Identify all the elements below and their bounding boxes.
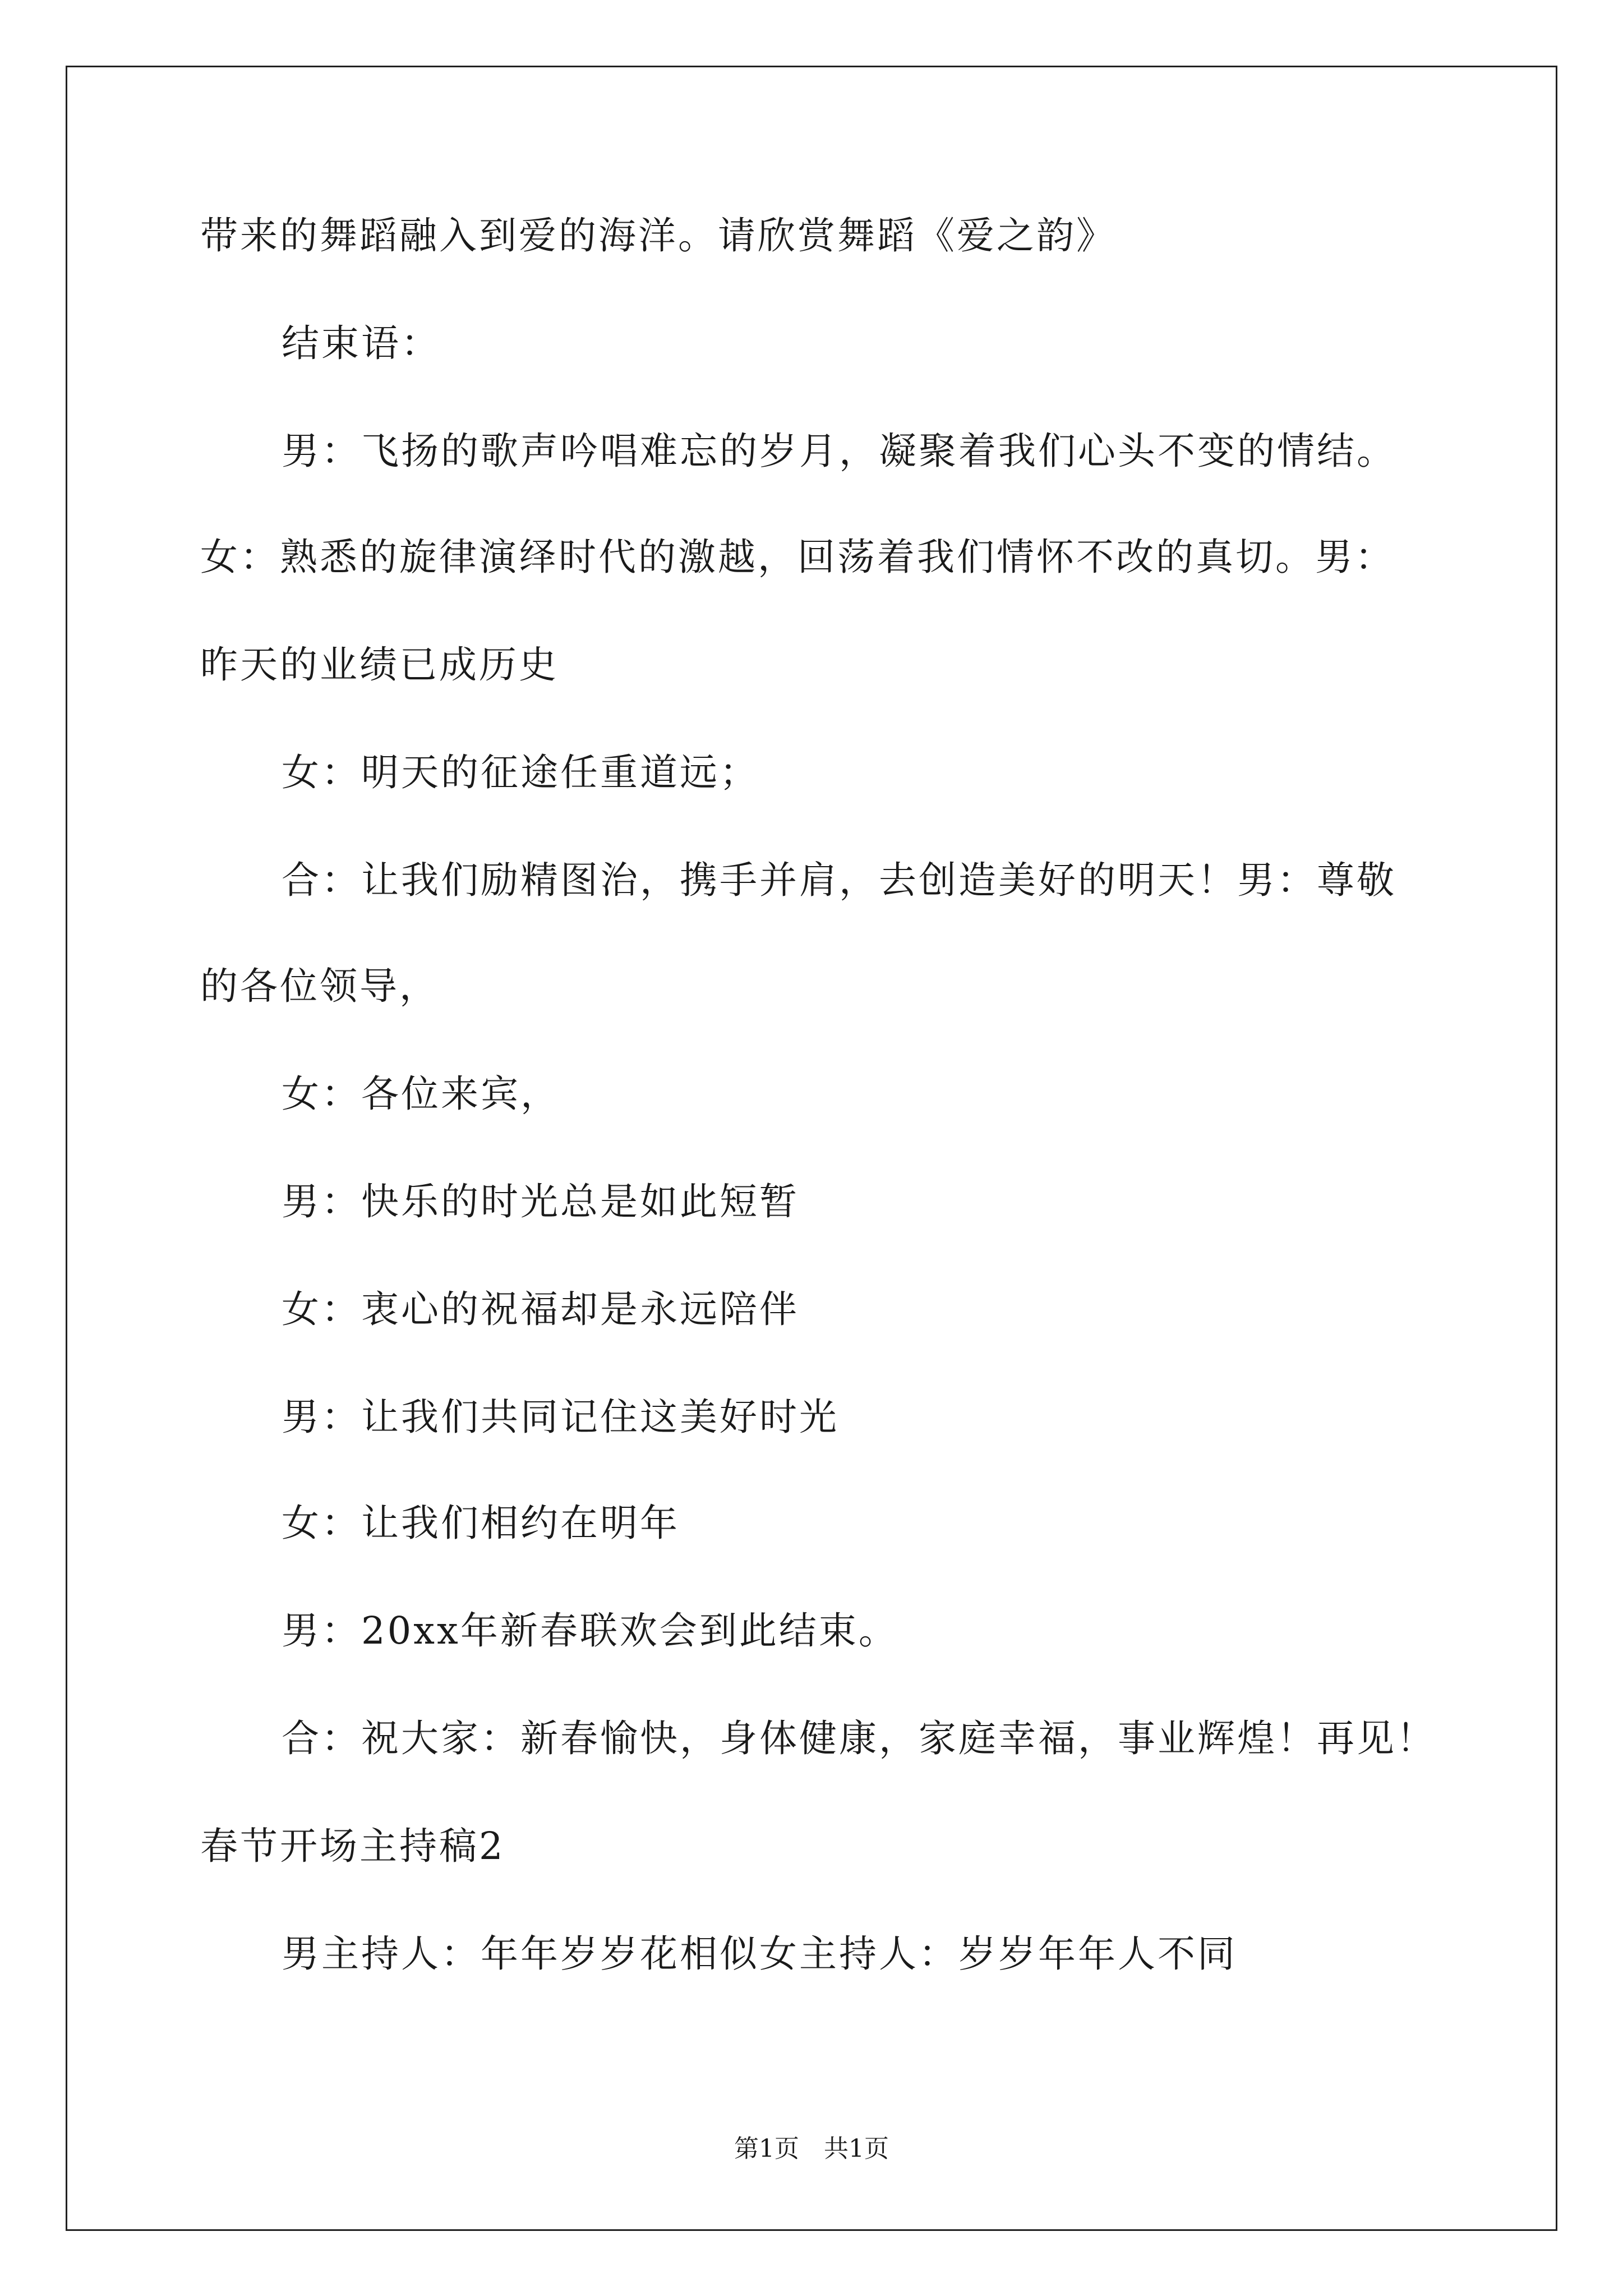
text-line: 女：熟悉的旋律演绎时代的激越，回荡着我们情怀不改的真切。男：: [200, 535, 1395, 579]
text-line: 女：让我们相约在明年: [282, 1501, 680, 1545]
text-line: 带来的舞蹈融入到爱的海洋。请欣赏舞蹈《爱之韵》: [200, 214, 1116, 257]
page-number: 第1页 共1页: [734, 2134, 889, 2163]
text-line: 男：20xx年新春联欢会到此结束。: [282, 1609, 898, 1653]
text-line: 的各位领导，: [200, 964, 439, 1008]
text-line: 合：让我们励精图治，携手并肩，去创造美好的明天！男：尊敬: [282, 858, 1396, 902]
text-line: 男主持人：年年岁岁花相似女主持人：岁岁年年人不同: [282, 1932, 1237, 1976]
section-heading: 结束语：: [282, 321, 441, 365]
text-line: 女：衷心的祝福却是永远陪伴: [282, 1287, 799, 1331]
text-line: 女：明天的征途任重道远；: [282, 751, 759, 794]
section-heading: 春节开场主持稿2: [200, 1824, 505, 1868]
text-line: 男：快乐的时光总是如此短暂: [282, 1180, 799, 1223]
page-frame: [66, 66, 1557, 2231]
text-line: 男：让我们共同记住这美好时光: [282, 1395, 839, 1439]
text-line: 女：各位来宾，: [282, 1072, 560, 1116]
text-line: 合：祝大家：新春愉快，身体健康，家庭幸福，事业辉煌！再见！: [282, 1717, 1436, 1760]
text-line: 男：飞扬的歌声吟唱难忘的岁月，凝聚着我们心头不变的情结。: [282, 429, 1396, 473]
text-line: 昨天的业绩已成历史: [200, 643, 559, 687]
